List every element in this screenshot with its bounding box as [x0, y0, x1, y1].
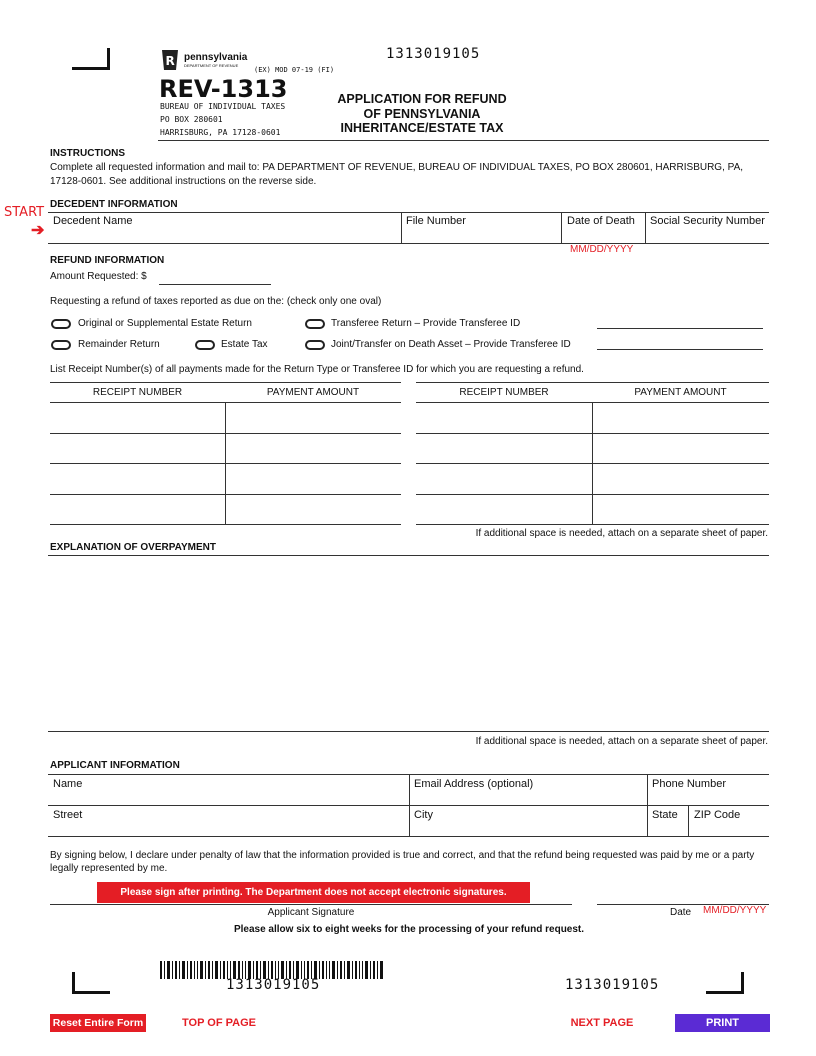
applicant-name-field[interactable]: Name [53, 778, 83, 790]
date-of-death-field[interactable]: Date of Death [567, 215, 635, 227]
pa-logo [160, 50, 180, 70]
transferee-return-oval[interactable] [305, 319, 325, 329]
title-line: INHERITANCE/ESTATE TAX [340, 121, 504, 135]
requesting-text: Requesting a refund of taxes reported as due on the: (check only one oval) [50, 296, 382, 307]
file-number-field[interactable]: File Number [406, 215, 466, 227]
remainder-return-label: Remainder Return [78, 339, 160, 350]
explanation-textarea[interactable] [50, 557, 768, 730]
registration-mark-bottom-right [706, 972, 744, 994]
address-line: HARRISBURG, PA 17128-0601 [160, 128, 281, 137]
address-line: PO BOX 280601 [160, 115, 223, 124]
estate-tax-oval[interactable] [195, 340, 215, 350]
logo-subtext: DEPARTMENT OF REVENUE [184, 63, 239, 68]
reset-form-button[interactable]: Reset Entire Form [50, 1014, 146, 1032]
print-button[interactable]: PRINT [675, 1014, 770, 1032]
date-label: Date [670, 907, 692, 918]
signature-label: Applicant Signature [267, 907, 355, 918]
col-receipt-number: RECEIPT NUMBER [459, 387, 549, 398]
title-line: APPLICATION FOR REFUND [337, 92, 507, 106]
joint-transferee-id-input[interactable] [597, 349, 763, 350]
barcode-number: 1313019105 [226, 977, 321, 993]
start-label: START [4, 205, 45, 220]
refund-heading: REFUND INFORMATION [50, 255, 165, 266]
signature-date-hint[interactable]: MM/DD/YYYY [703, 905, 767, 916]
date-of-death-hint: MM/DD/YYYY [570, 244, 634, 255]
phone-field[interactable]: Phone Number [652, 778, 726, 790]
decedent-heading: DECEDENT INFORMATION [50, 199, 178, 210]
original-return-oval[interactable] [51, 319, 71, 329]
svg-text:R: R [165, 54, 175, 68]
logo-text: pennsylvania [184, 52, 248, 63]
applicant-heading: APPLICANT INFORMATION [50, 760, 180, 771]
header-divider [158, 140, 769, 141]
state-field[interactable]: State [652, 809, 678, 821]
barcode-number-top: 1313019105 [386, 46, 481, 62]
form-title [322, 92, 522, 136]
col-payment-amount: PAYMENT AMOUNT [634, 387, 727, 398]
title-line: OF PENNSYLVANIA [363, 106, 481, 121]
registration-mark-top-left [72, 48, 110, 70]
decedent-name-field[interactable]: Decedent Name [53, 215, 133, 227]
form-id: REV-1313 [159, 75, 288, 103]
processing-note: Please allow six to eight weeks for the processing of your refund request. [233, 924, 585, 935]
keystone-icon [160, 50, 180, 70]
additional-space-note: If additional space is needed, attach on a separate sheet of paper. [475, 528, 768, 539]
next-page-button[interactable]: NEXT PAGE [570, 1017, 634, 1029]
explanation-heading: EXPLANATION OF OVERPAYMENT [50, 542, 216, 553]
col-receipt-number: RECEIPT NUMBER [92, 387, 183, 398]
sign-warning-banner: Please sign after printing. The Department does not accept electronic signatures. [97, 882, 530, 903]
amount-label: Amount Requested: $ [50, 271, 147, 282]
original-return-label: Original or Supplemental Estate Return [78, 318, 252, 329]
form-mod: (EX) MOD 07-19 (FI) [254, 66, 335, 74]
barcode-number-right: 1313019105 [565, 977, 660, 993]
ssn-field[interactable]: Social Security Number [650, 215, 765, 227]
address-line: BUREAU OF INDIVIDUAL TAXES [160, 102, 286, 111]
signature-area[interactable] [50, 884, 572, 904]
col-payment-amount: PAYMENT AMOUNT [266, 387, 360, 398]
remainder-return-oval[interactable] [51, 340, 71, 350]
start-arrow-icon: ➔ [31, 222, 45, 239]
additional-space-note: If additional space is needed, attach on a separate sheet of paper. [475, 736, 768, 747]
amount-input[interactable] [159, 284, 271, 285]
joint-transfer-oval[interactable] [305, 340, 325, 350]
estate-tax-label: Estate Tax [221, 339, 268, 350]
zip-field[interactable]: ZIP Code [694, 809, 741, 821]
registration-mark-bottom-left [72, 972, 110, 994]
instructions-heading: INSTRUCTIONS [50, 148, 125, 159]
declaration-text: By signing below, I declare under penalty of law that the information provided is true and correct, and that the refund being requested was paid by me or a party legally represented by me. [50, 850, 755, 874]
email-field[interactable]: Email Address (optional) [414, 778, 534, 790]
transferee-return-label: Transferee Return – Provide Transferee ID [331, 318, 521, 329]
top-of-page-button[interactable]: TOP OF PAGE [182, 1017, 256, 1029]
instructions-text: Complete all requested information and mail to: PA DEPARTMENT OF REVENUE, BUREAU OF INDIVIDUAL TAXES, PO BOX 280601, HARRISBURG, PA, 17128-0601. See additional instructions on the reverse side. [50, 162, 744, 187]
street-field[interactable]: Street [53, 809, 83, 821]
transferee-id-input[interactable] [597, 328, 763, 329]
bureau-address [160, 100, 285, 139]
joint-transfer-label: Joint/Transfer on Death Asset – Provide Transferee ID [331, 339, 571, 350]
receipt-instructions: List Receipt Number(s) of all payments made for the Return Type or Transferee ID for which you are requesting a refund. [50, 364, 584, 375]
city-field[interactable]: City [414, 809, 433, 821]
